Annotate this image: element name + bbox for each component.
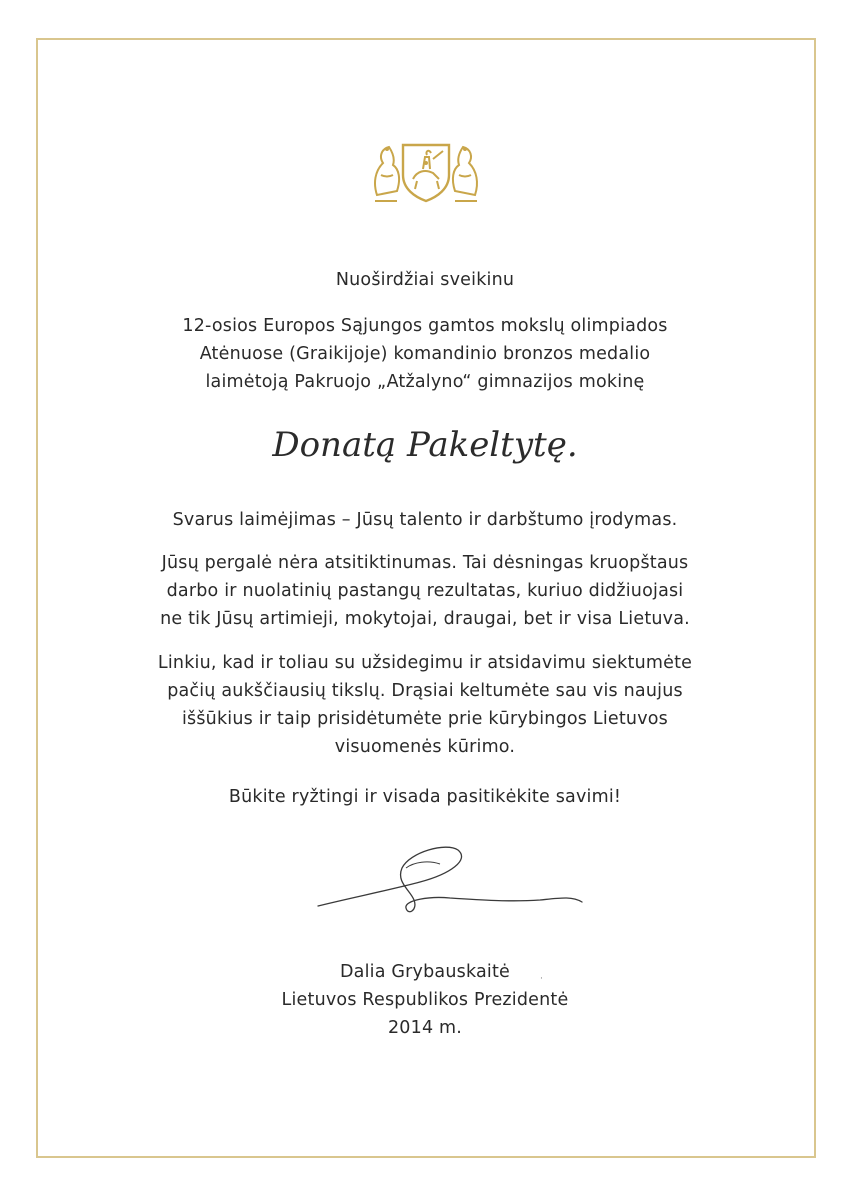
signer-name: Dalia Grybauskaitė	[339, 962, 510, 982]
handwritten-signature	[310, 838, 590, 918]
paragraph-line: iššūkius ir taip prisidėtumėte prie kūrybingos Lietuvos	[181, 709, 668, 729]
greeting-line	[100, 266, 750, 294]
occasion-line: Atėnuose (Graikijoje) komandinio bronzos medalio	[199, 344, 651, 364]
signer-block	[100, 958, 750, 1042]
coat-of-arms-emblem	[367, 135, 485, 207]
paragraph-victory	[100, 549, 750, 633]
signature-year: 2014 m.	[387, 1018, 463, 1038]
paragraph-line: pačių aukščiausių tikslų. Drąsiai keltumėte sau vis naujus	[167, 681, 683, 701]
paragraph-line: darbo ir nuolatinių pastangų rezultatas, kuriuo didžiuojasi	[166, 581, 684, 601]
greeting-text: Nuoširdžiai sveikinu	[335, 270, 515, 290]
occasion-paragraph	[100, 312, 750, 396]
paragraph-closing	[100, 783, 750, 811]
ink-speck: ·	[540, 974, 543, 984]
paragraph-achievement	[100, 506, 750, 534]
paragraph-line: Svarus laimėjimas – Jūsų talento ir darbštumo įrodymas.	[172, 510, 678, 530]
occasion-line: 12-osios Europos Sąjungos gamtos mokslų olimpiados	[182, 316, 668, 336]
signer-title: Lietuvos Respublikos Prezidentė	[281, 990, 569, 1010]
paragraph-wishes	[100, 649, 750, 761]
recipient-name: Donatą Pakeltytę.	[272, 425, 578, 465]
paragraph-line: Būkite ryžtingi ir visada pasitikėkite savimi!	[228, 787, 622, 807]
paragraph-line: Linkiu, kad ir toliau su užsidegimu ir atsidavimu siektumėte	[157, 653, 693, 673]
paragraph-line: ne tik Jūsų artimieji, mokytojai, draugai, bet ir visa Lietuva.	[160, 609, 690, 629]
paragraph-line: visuomenės kūrimo.	[334, 737, 516, 757]
occasion-line: laimėtoją Pakruojo „Atžalyno“ gimnazijos mokinę	[205, 372, 645, 392]
paragraph-line: Jūsų pergalė nėra atsitiktinumas. Tai dėsningas kruopštaus	[161, 553, 689, 573]
